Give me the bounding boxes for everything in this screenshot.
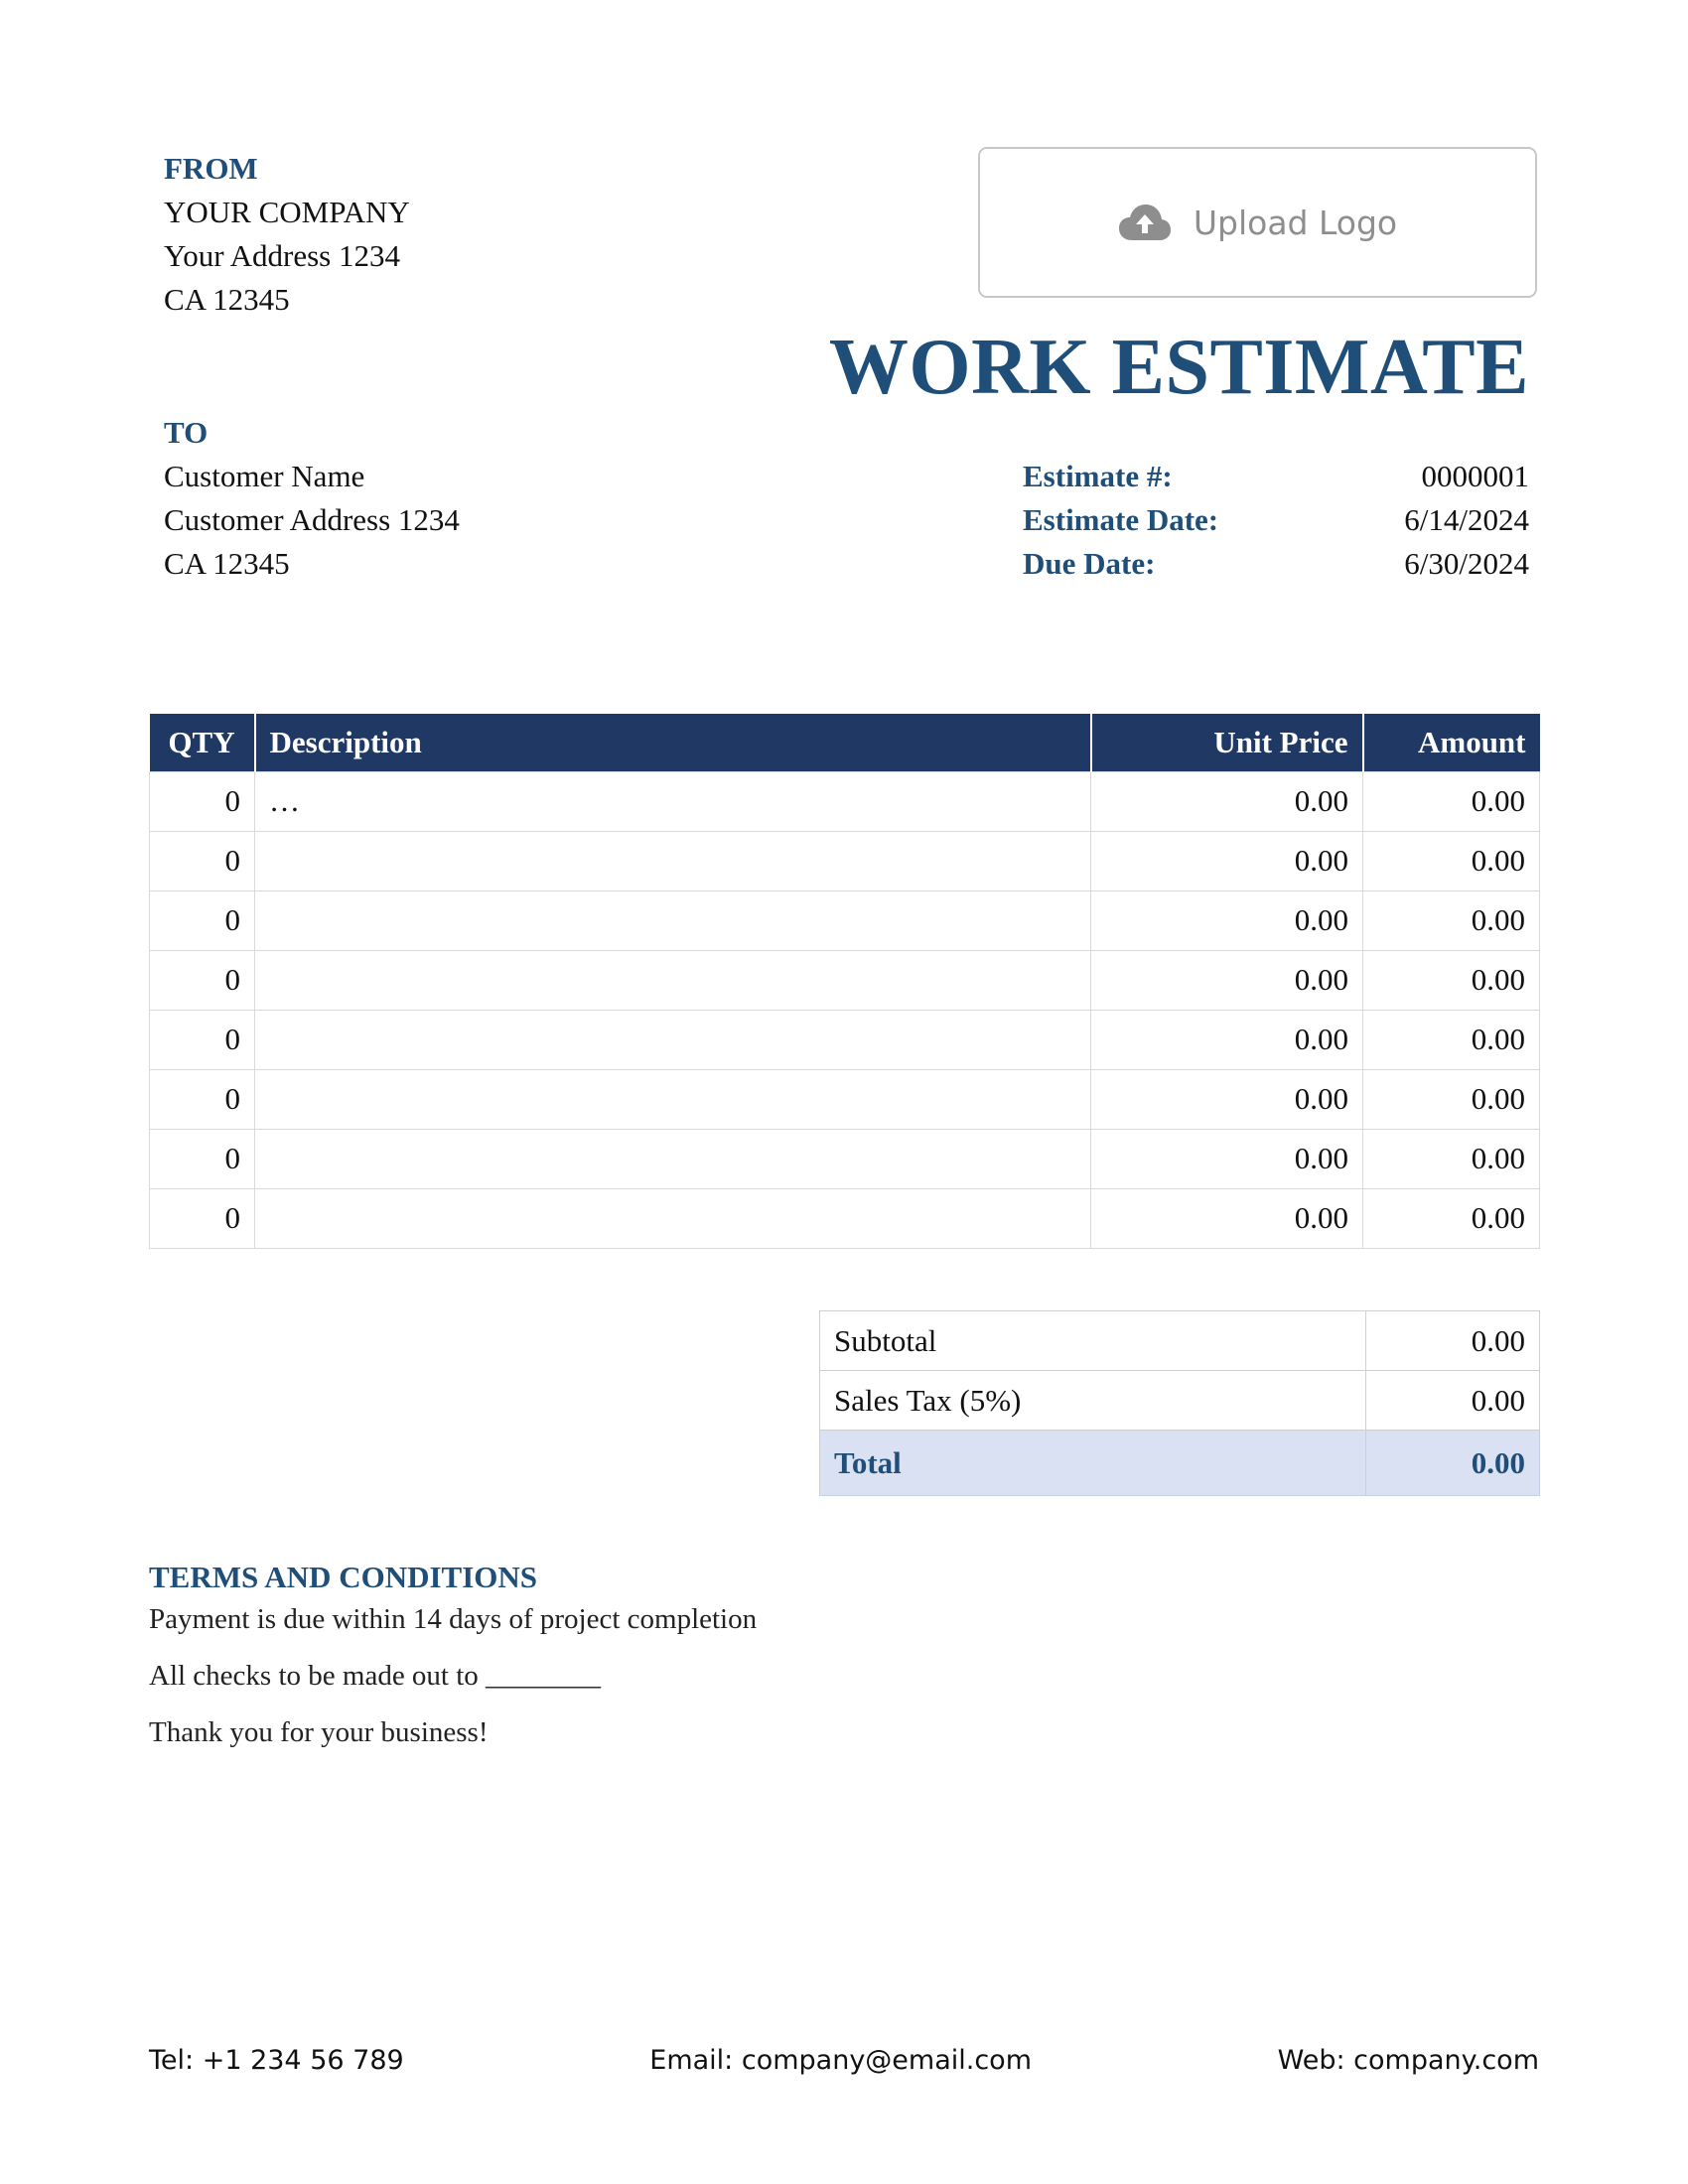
to-label: TO <box>164 415 209 450</box>
description-cell[interactable] <box>255 1129 1091 1188</box>
table-row <box>150 771 1540 831</box>
qty-cell[interactable]: 0 <box>150 1010 255 1069</box>
due-date-row <box>1023 542 1529 586</box>
description-cell[interactable] <box>255 1010 1091 1069</box>
unit-price-cell[interactable]: 0.00 <box>1091 771 1363 831</box>
estimate-number-value[interactable]: 0000001 <box>1421 459 1529 493</box>
estimate-date-row <box>1023 498 1529 542</box>
table-row <box>150 1129 1540 1188</box>
subtotal-value: 0.00 <box>1366 1311 1540 1371</box>
totals-table <box>819 1310 1540 1496</box>
subtotal-label: Subtotal <box>820 1311 1366 1371</box>
unit-price-cell[interactable]: 0.00 <box>1091 1129 1363 1188</box>
amount-cell: 0.00 <box>1363 1010 1540 1069</box>
unit-price-cell[interactable]: 0.00 <box>1091 890 1363 950</box>
unit-price-cell[interactable]: 0.00 <box>1091 1010 1363 1069</box>
from-company[interactable]: YOUR COMPANY <box>164 195 410 229</box>
col-header-description: Description <box>255 714 1091 771</box>
total-value: 0.00 <box>1366 1431 1540 1496</box>
customer-city[interactable]: CA 12345 <box>164 546 290 581</box>
unit-price-cell[interactable]: 0.00 <box>1091 1188 1363 1248</box>
due-date-value[interactable]: 6/30/2024 <box>1404 546 1529 581</box>
table-row <box>150 950 1540 1010</box>
document-title: WORK ESTIMATE <box>828 324 1529 411</box>
from-label: FROM <box>164 151 258 186</box>
subtotal-row <box>820 1311 1540 1371</box>
total-label: Total <box>820 1431 1366 1496</box>
estimate-number-label: Estimate #: <box>1023 459 1173 493</box>
estimate-date-label: Estimate Date: <box>1023 502 1219 537</box>
sales-tax-row <box>820 1371 1540 1431</box>
description-cell[interactable] <box>255 1069 1091 1129</box>
cloud-upload-icon <box>1118 203 1172 242</box>
footer-email[interactable]: Email: company@email.com <box>649 2045 1033 2076</box>
description-cell[interactable] <box>255 890 1091 950</box>
amount-cell: 0.00 <box>1363 1188 1540 1248</box>
terms-title: TERMS AND CONDITIONS <box>149 1560 538 1594</box>
terms-section <box>149 1557 1142 1768</box>
qty-cell[interactable]: 0 <box>150 831 255 890</box>
footer-web[interactable]: Web: company.com <box>1277 2045 1539 2076</box>
amount-cell: 0.00 <box>1363 831 1540 890</box>
estimate-date-value[interactable]: 6/14/2024 <box>1404 502 1529 537</box>
qty-cell[interactable]: 0 <box>150 1188 255 1248</box>
description-cell[interactable] <box>255 1188 1091 1248</box>
table-row <box>150 1069 1540 1129</box>
unit-price-cell[interactable]: 0.00 <box>1091 950 1363 1010</box>
customer-address[interactable]: Customer Address 1234 <box>164 502 460 537</box>
qty-cell[interactable]: 0 <box>150 950 255 1010</box>
col-header-unit-price: Unit Price <box>1091 714 1363 771</box>
estimate-number-row <box>1023 455 1529 498</box>
terms-line[interactable]: All checks to be made out to ________ <box>149 1660 602 1692</box>
upload-logo-button[interactable] <box>978 147 1537 298</box>
total-row <box>820 1431 1540 1496</box>
table-row <box>150 890 1540 950</box>
qty-cell[interactable]: 0 <box>150 890 255 950</box>
sales-tax-value: 0.00 <box>1366 1371 1540 1431</box>
col-header-qty: QTY <box>150 714 255 771</box>
amount-cell: 0.00 <box>1363 771 1540 831</box>
amount-cell: 0.00 <box>1363 950 1540 1010</box>
upload-logo-label: Upload Logo <box>1193 203 1398 242</box>
table-row <box>150 831 1540 890</box>
terms-line[interactable]: Thank you for your business! <box>149 1716 489 1748</box>
description-cell[interactable] <box>255 950 1091 1010</box>
amount-cell: 0.00 <box>1363 1129 1540 1188</box>
table-row <box>150 1010 1540 1069</box>
qty-cell[interactable]: 0 <box>150 1129 255 1188</box>
table-row <box>150 1188 1540 1248</box>
qty-cell[interactable]: 0 <box>150 1069 255 1129</box>
footer-tel[interactable]: Tel: +1 234 56 789 <box>149 2045 404 2076</box>
sales-tax-label[interactable]: Sales Tax (5%) <box>820 1371 1366 1431</box>
from-address[interactable]: Your Address 1234 <box>164 238 400 273</box>
qty-cell[interactable]: 0 <box>150 771 255 831</box>
estimate-meta <box>1023 455 1529 586</box>
col-header-amount: Amount <box>1363 714 1540 771</box>
terms-line[interactable]: Payment is due within 14 days of project completion <box>149 1603 758 1635</box>
unit-price-cell[interactable]: 0.00 <box>1091 831 1363 890</box>
to-block <box>164 411 720 586</box>
amount-cell: 0.00 <box>1363 890 1540 950</box>
description-cell[interactable] <box>255 831 1091 890</box>
amount-cell: 0.00 <box>1363 1069 1540 1129</box>
due-date-label: Due Date: <box>1023 546 1156 581</box>
footer <box>149 2045 1539 2076</box>
from-block <box>164 147 660 322</box>
customer-name[interactable]: Customer Name <box>164 459 365 493</box>
unit-price-cell[interactable]: 0.00 <box>1091 1069 1363 1129</box>
from-city[interactable]: CA 12345 <box>164 282 290 317</box>
description-cell[interactable]: … <box>255 771 1091 831</box>
table-header-row <box>150 714 1540 771</box>
line-items-table <box>149 714 1540 1249</box>
